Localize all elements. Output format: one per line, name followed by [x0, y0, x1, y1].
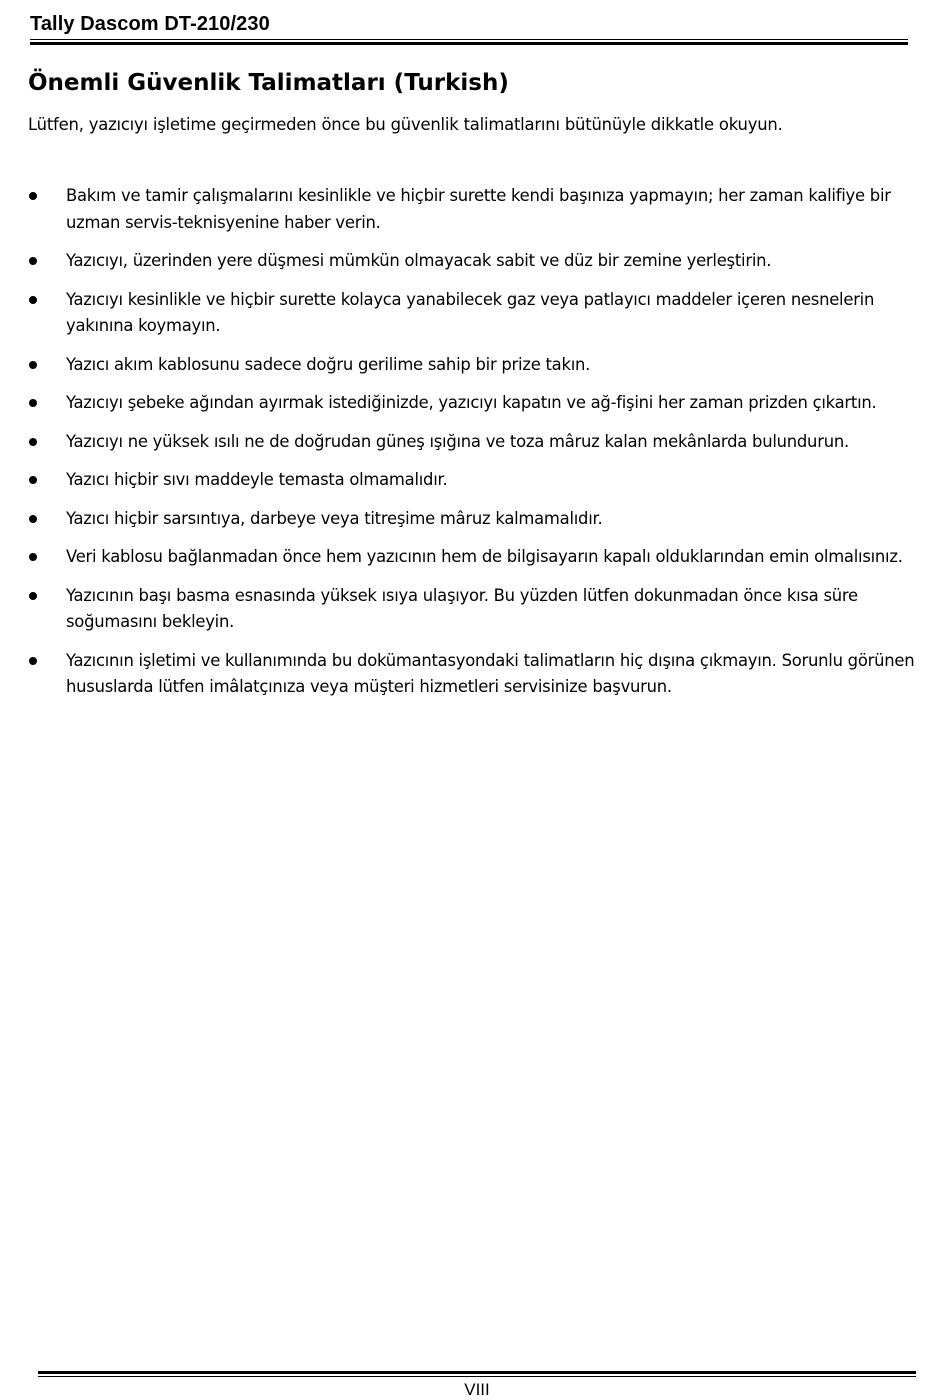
header-rule-thin [30, 39, 908, 40]
bullet-icon [29, 592, 37, 600]
bullet-icon [29, 553, 37, 561]
list-item [28, 352, 918, 379]
list-item-text: Yazıcı akım kablosunu sadece doğru gerilime sahip bir prize takın. [66, 354, 591, 374]
page-number: VIII [464, 1380, 490, 1399]
bullet-icon [29, 438, 37, 446]
list-item-text: Yazıcıyı kesinlikle ve hiçbir surette kolayca yanabilecek gaz veya patlayıcı maddeler içeren nesnelerin yakınına koymayın. [66, 289, 875, 335]
header-title: Tally Dascom DT-210/230 [30, 13, 270, 35]
list-item-text: Yazıcıyı ne yüksek ısılı ne de doğrudan güneş ışığına ve toza mâruz kalan mekânlarda bulundurun. [66, 431, 849, 451]
list-item-text: Yazıcıyı şebeke ağından ayırmak istediğinizde, yazıcıyı kapatın ve ağ-fişini her zaman prizden çıkartın. [66, 393, 877, 412]
list-item [28, 183, 918, 236]
list-item [28, 648, 918, 701]
list-item [28, 506, 918, 533]
page-footer [38, 1371, 916, 1400]
page-header [30, 12, 908, 45]
list-item [28, 429, 918, 456]
bullet-icon [29, 192, 37, 200]
list-item-text: Yazıcının işletimi ve kullanımında bu dokümantasyondaki talimatların hiç dışına çıkmayın. Sorunlu görünen hususlarda lütfen imâlatçınıza veya müşteri hizmetleri servisinize başvurun. [66, 650, 915, 696]
bullet-icon [29, 657, 37, 665]
bullet-icon [29, 515, 37, 523]
list-item [28, 248, 918, 275]
footer-rule-thick [38, 1371, 916, 1374]
list-item [28, 287, 918, 340]
bullet-icon [29, 257, 37, 265]
footer-rule-thin [38, 1376, 916, 1377]
list-item-text: Bakım ve tamir çalışmalarını kesinlikle ve hiçbir surette kendi başınıza yapmayın; her zaman kalifiye bir uzman servis-teknisyenine haber verin. [66, 186, 891, 232]
list-item [28, 390, 918, 417]
list-item-text: Yazıcıyı, üzerinden yere düşmesi mümkün olmayacak sabit ve düz bir zemine yerleştirin. [66, 251, 772, 270]
header-rule-thick [30, 42, 908, 45]
list-item-text: Yazıcı hiçbir sıvı maddeyle temasta olmamalıdır. [66, 470, 448, 489]
list-item [28, 544, 918, 571]
safety-instructions-list [28, 183, 918, 701]
bullet-icon [29, 296, 37, 304]
list-item [28, 583, 918, 636]
document-body [28, 66, 918, 713]
list-item [28, 467, 918, 494]
bullet-icon [29, 476, 37, 484]
document-title: Önemli Güvenlik Talimatları (Turkish) [28, 70, 509, 96]
intro-paragraph: Lütfen, yazıcıyı işletime geçirmeden önce bu güvenlik talimatlarını bütünüyle dikkatle okuyun. [28, 115, 783, 134]
list-item-text: Yazıcının başı basma esnasında yüksek ısıya ulaşıyor. Bu yüzden lütfen dokunmadan önce kısa süre soğumasını bekleyin. [66, 585, 858, 631]
list-item-text: Yazıcı hiçbir sarsıntıya, darbeye veya titreşime mâruz kalmamalıdır. [66, 508, 603, 528]
bullet-icon [29, 361, 37, 369]
list-item-text: Veri kablosu bağlanmadan önce hem yazıcının hem de bilgisayarın kapalı olduklarından emin olmalısınız. [66, 547, 903, 566]
bullet-icon [29, 399, 37, 407]
